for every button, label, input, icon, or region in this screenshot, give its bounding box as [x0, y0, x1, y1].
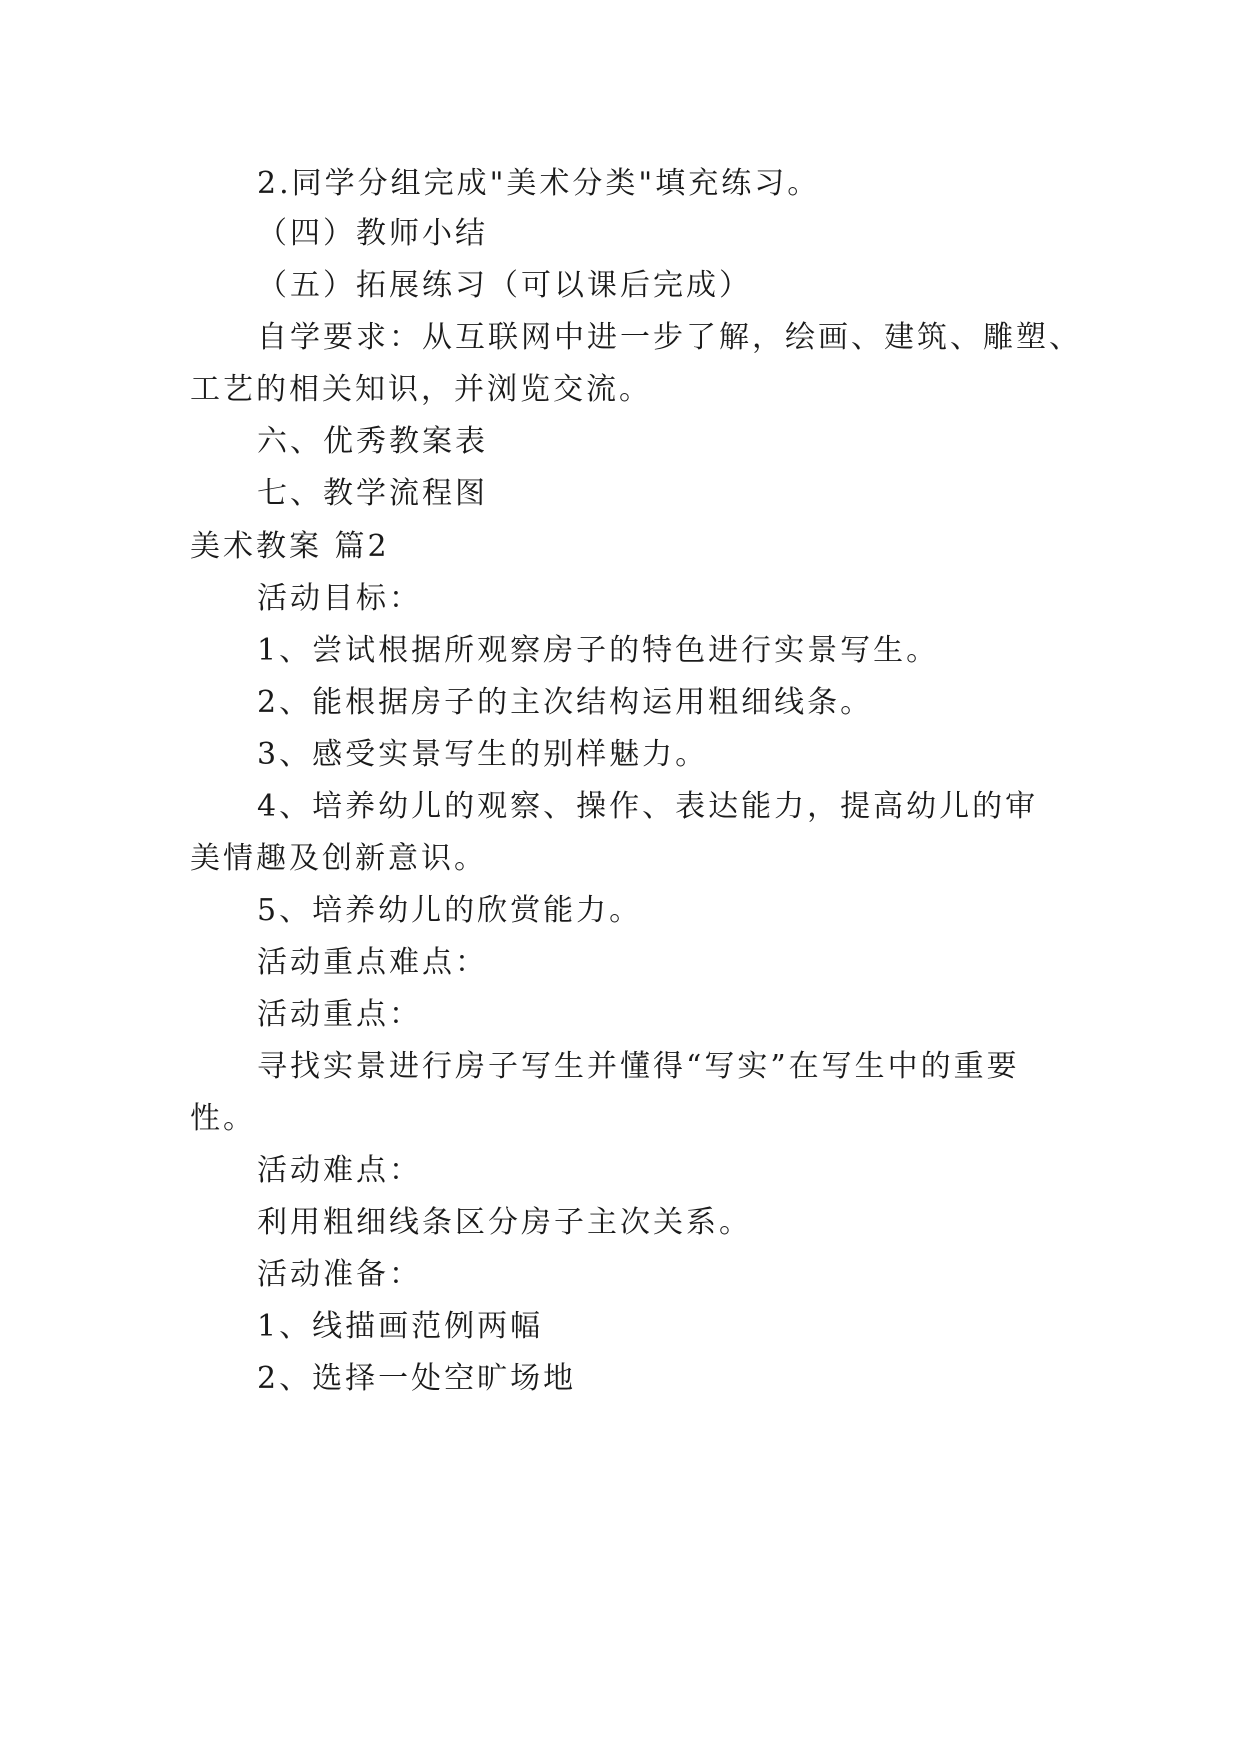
article-2-title: 美术教案 篇2 — [190, 529, 390, 564]
difficult-point-heading: 活动难点： — [257, 1153, 422, 1188]
section-5-extension-exercise: （五）拓展练习（可以课后完成） — [257, 268, 752, 303]
key-difficult-points-heading: 活动重点难点： — [257, 945, 488, 980]
goal-4: 4、培养幼儿的观察、操作、表达能力，提高幼儿的审 — [257, 789, 1039, 824]
preparation-item-1: 1、线描画范例两幅 — [257, 1309, 544, 1344]
heading-6-lesson-plan-table: 六、优秀教案表 — [257, 424, 488, 459]
step-2-group-exercise: 2.同学分组完成"美术分类"填充练习。 — [257, 166, 821, 201]
self-study-requirement: 自学要求：从互联网中进一步了解，绘画、建筑、雕塑、 — [257, 320, 1082, 355]
preparation-heading: 活动准备： — [257, 1257, 422, 1292]
key-point-text: 寻找实景进行房子写生并懂得“写实”在写生中的重要 — [257, 1049, 1020, 1084]
goal-3: 3、感受实景写生的别样魅力。 — [257, 737, 709, 772]
section-4-teacher-summary: （四）教师小结 — [257, 216, 488, 251]
goal-5: 5、培养幼儿的欣赏能力。 — [257, 893, 643, 928]
self-study-requirement-cont: 工艺的相关知识，并浏览交流。 — [190, 372, 652, 407]
activity-goals-heading: 活动目标： — [257, 581, 422, 616]
preparation-item-2: 2、选择一处空旷场地 — [257, 1361, 577, 1396]
key-point-heading: 活动重点： — [257, 997, 422, 1032]
goal-1: 1、尝试根据所观察房子的特色进行实景写生。 — [257, 633, 940, 668]
key-point-text-cont: 性。 — [190, 1101, 256, 1136]
difficult-point-text: 利用粗细线条区分房子主次关系。 — [257, 1205, 752, 1240]
goal-2: 2、能根据房子的主次结构运用粗细线条。 — [257, 685, 874, 720]
goal-4-cont: 美情趣及创新意识。 — [190, 841, 487, 876]
heading-7-flowchart: 七、教学流程图 — [257, 476, 488, 511]
